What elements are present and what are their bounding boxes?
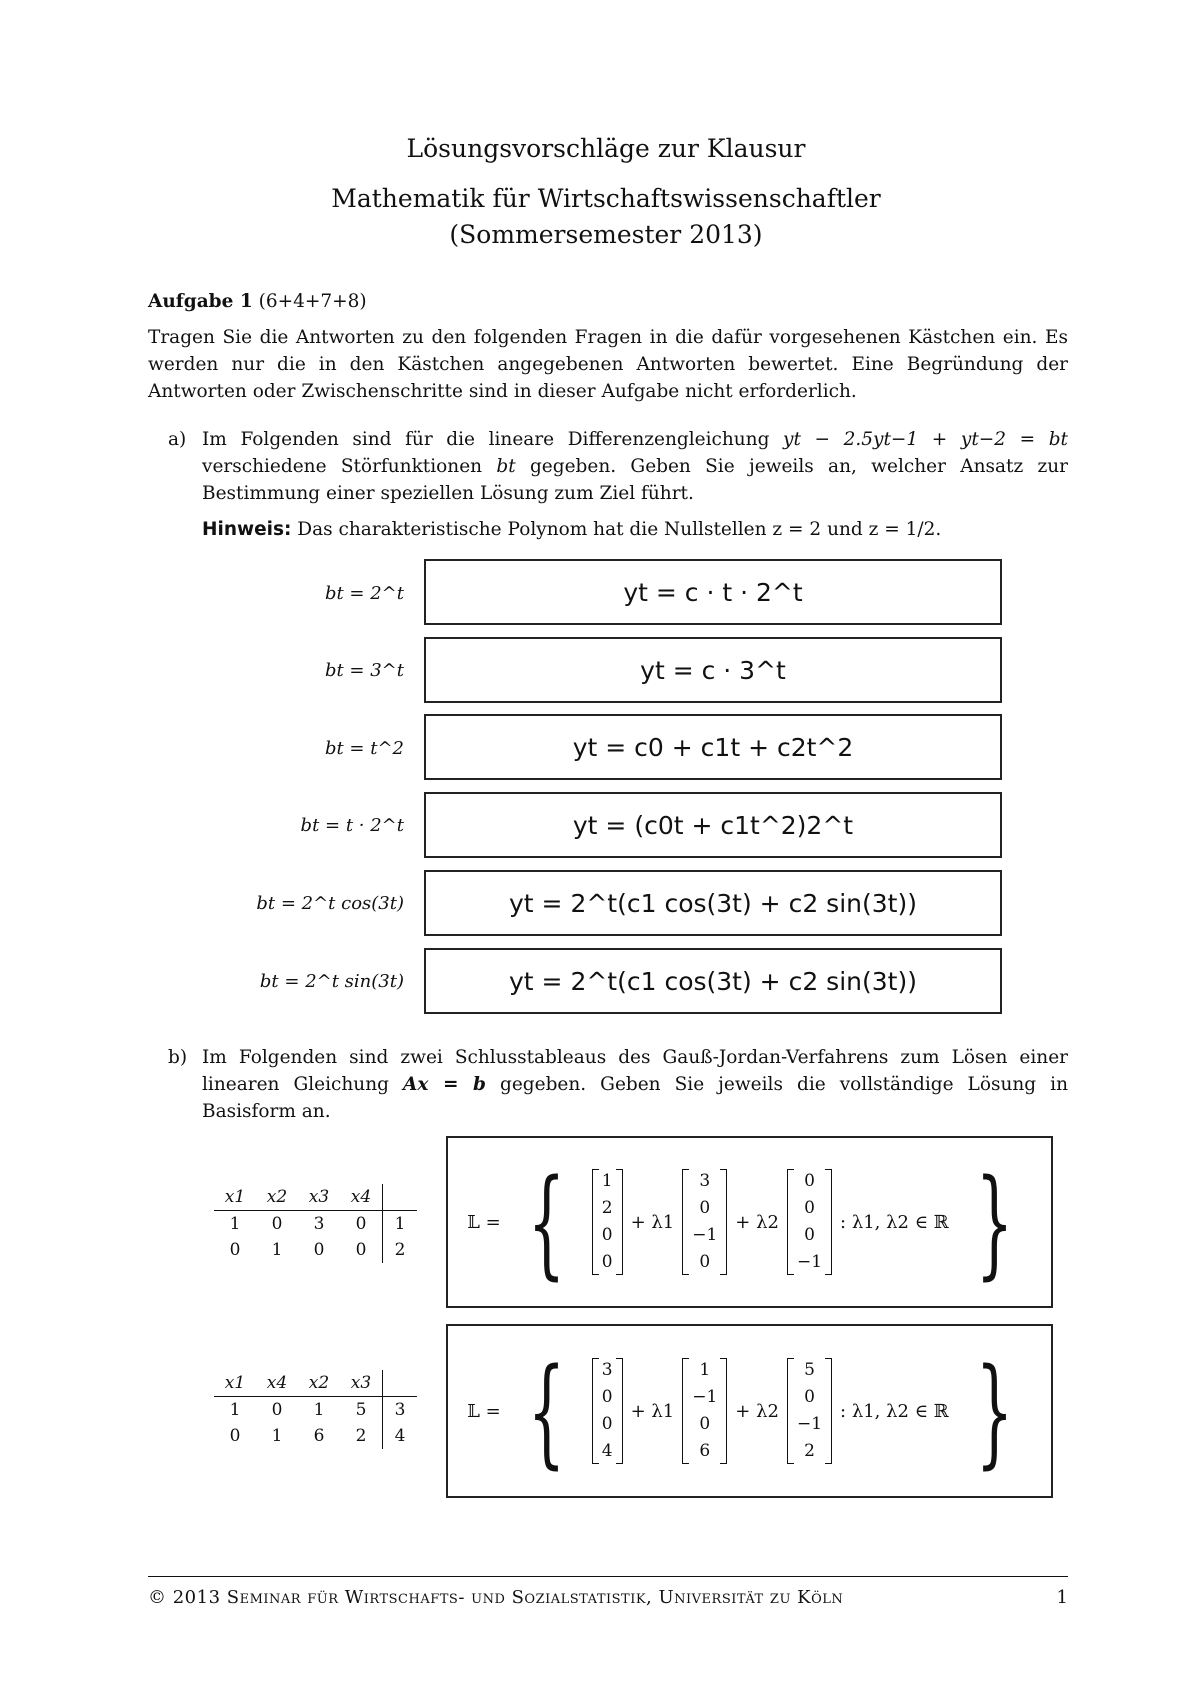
difference-equation: yt − 2.5yt−1 + yt−2 = bt — [783, 429, 1068, 450]
tableau-cell: 0 — [355, 1214, 367, 1234]
part-a-label: a) — [168, 429, 187, 450]
tableau-cell: 0 — [229, 1240, 241, 1260]
footer-copyright: © 2013 Seminar für Wirtschafts- und Sozialstatistik, Universität zu Köln — [148, 1587, 844, 1608]
vector-entry: 0 — [699, 1198, 711, 1218]
part-b-text-2: gegeben. Geben Sie jeweils die vollständige Lösung in Basisform an. — [202, 1074, 1068, 1122]
linear-equation: Ax = b — [402, 1074, 486, 1095]
direction-vector-2 — [787, 1357, 832, 1465]
solution-box — [446, 1136, 1053, 1308]
answer-text: yt = 2^t(c1 cos(3t) + c2 sin(3t)) — [509, 888, 917, 918]
answer-text: yt = c · 3^t — [640, 655, 786, 685]
vector-entry: −1 — [796, 1252, 823, 1272]
answer-box — [424, 948, 1002, 1014]
tableau-cell: 1 — [313, 1400, 325, 1420]
task-heading — [148, 288, 1068, 315]
answer-text: yt = c · t · 2^t — [623, 577, 803, 607]
tableau-cell: 3 — [313, 1214, 325, 1234]
vector-entry: 1 — [601, 1171, 613, 1191]
vector-entry: 0 — [601, 1387, 613, 1407]
vector-entry: 0 — [804, 1225, 815, 1245]
condition-label: bt = 2^t sin(3t) — [259, 971, 404, 992]
tableau-cell: 6 — [313, 1426, 325, 1446]
bt-symbol: bt — [496, 456, 516, 477]
part-a-text-1: Im Folgenden sind für die lineare Differenzengleichung — [202, 429, 770, 450]
tableau-header: x2 — [256, 1184, 298, 1211]
direction-vector-1 — [682, 1168, 727, 1276]
vector-entry: 0 — [601, 1225, 613, 1245]
vector-entry: 0 — [699, 1252, 711, 1272]
tableau-cell: 1 — [271, 1426, 283, 1446]
direction-vector-1 — [682, 1357, 727, 1465]
tableau-rhs: 3 — [383, 1397, 418, 1424]
task-intro: Tragen Sie die Antworten zu den folgenden Fragen in die dafür vorgesehenen Kästchen ein. Es werden nur die in den Kästchen angegebenen Antworten bewertet. Eine Begründung der Antworten oder Zwischenschritte sind in dieser Aufgabe nicht erforderlich. — [148, 327, 1068, 402]
part-a-text-3: gegeben. Geben Sie jeweils an, welcher Ansatz zur Bestimmung einer speziellen Lösung zum Ziel führt. — [202, 456, 1068, 504]
answer-box — [424, 792, 1002, 858]
tableau-header: x3 — [298, 1184, 340, 1211]
tableau-cell: 2 — [355, 1426, 367, 1446]
parameter-condition: : λ1, λ2 ∈ ℝ — [840, 1400, 949, 1422]
condition-label: bt = t · 2^t — [300, 815, 404, 836]
vector-entry: 0 — [804, 1387, 815, 1407]
tableau-header: x2 — [298, 1370, 340, 1397]
right-brace: } — [975, 1153, 1014, 1291]
tableau-rhs: 4 — [383, 1423, 418, 1449]
part-b-text-1: Im Folgenden sind zwei Schlusstableaus des Gauß-Jordan-Verfahrens zum Lösen einer linearen Gleichung — [202, 1047, 1068, 1095]
hint — [170, 516, 1068, 543]
vector-entry: 5 — [804, 1360, 815, 1380]
vector-entry: 2 — [804, 1441, 815, 1461]
tableau — [214, 1184, 417, 1263]
answer-box — [424, 714, 1002, 780]
tableau-rhs: 2 — [383, 1237, 418, 1263]
tableau-header: x4 — [340, 1184, 383, 1211]
task-title: Aufgabe 1 — [148, 291, 253, 312]
page-footer — [148, 1576, 1068, 1608]
vector-entry: −1 — [692, 1387, 718, 1407]
lambda1-term: + λ1 — [630, 1211, 675, 1233]
tableau-cell: 1 — [229, 1214, 241, 1234]
left-brace: { — [527, 1153, 565, 1291]
vector-entry: 0 — [804, 1198, 815, 1218]
page-number: 1 — [1056, 1587, 1068, 1608]
semester: (Sommersemester 2013) — [449, 220, 763, 249]
answer-box — [424, 637, 1002, 703]
task-points: (6+4+7+8) — [258, 291, 367, 312]
tableau-header: x1 — [214, 1184, 256, 1211]
lambda2-term: + λ2 — [735, 1211, 779, 1233]
vector-entry: 1 — [699, 1360, 711, 1380]
condition-label: bt = t^2 — [324, 738, 404, 759]
course-title: Mathematik für Wirtschaftswissenschaftler — [331, 184, 881, 213]
tableau-cell: 0 — [229, 1426, 241, 1446]
right-brace: } — [975, 1342, 1014, 1480]
tableau-cell: 0 — [271, 1400, 283, 1420]
answer-text: yt = c0 + c1t + c2t^2 — [572, 732, 854, 762]
condition-label: bt = 2^t cos(3t) — [256, 893, 404, 914]
hint-label: Hinweis: — [202, 519, 292, 540]
left-brace: { — [527, 1342, 565, 1480]
vector-entry: 0 — [601, 1414, 613, 1434]
hint-text: Das charakteristische Polynom hat die Nullstellen z = 2 und z = 1/2. — [297, 519, 942, 540]
vector-entry: −1 — [692, 1225, 718, 1245]
tableau-cell: 1 — [229, 1400, 241, 1420]
solution-set-label: 𝕃 = — [467, 1400, 501, 1422]
vector-entry: 4 — [601, 1441, 613, 1461]
direction-vector-2 — [787, 1168, 832, 1276]
part-a-text-2: verschiedene Störfunktionen — [202, 456, 483, 477]
tableau-cell: 5 — [355, 1400, 367, 1420]
vector-entry: −1 — [796, 1414, 823, 1434]
vector-entry: 3 — [601, 1360, 613, 1380]
tableau-cell: 0 — [355, 1240, 367, 1260]
answer-box — [424, 559, 1002, 625]
document-title: Lösungsvorschläge zur Klausur — [406, 134, 806, 163]
solution-set-label: 𝕃 = — [467, 1211, 501, 1233]
lambda1-term: + λ1 — [630, 1400, 675, 1422]
vector-entry: 3 — [699, 1171, 711, 1191]
part-b-text — [170, 1044, 1068, 1125]
parameter-condition: : λ1, λ2 ∈ ℝ — [840, 1211, 949, 1233]
particular-vector — [592, 1357, 623, 1465]
lambda2-term: + λ2 — [735, 1400, 779, 1422]
part-b-label: b) — [168, 1047, 188, 1068]
tableau-cell: 1 — [271, 1240, 283, 1260]
tableau-header: x3 — [340, 1370, 383, 1397]
tableau — [214, 1370, 417, 1449]
tableau-cell: 0 — [313, 1240, 325, 1260]
particular-vector — [592, 1168, 623, 1276]
answer-text: yt = 2^t(c1 cos(3t) + c2 sin(3t)) — [509, 966, 917, 996]
solution-box — [446, 1324, 1053, 1498]
vector-entry: 0 — [601, 1252, 613, 1272]
part-a-text — [170, 426, 1068, 507]
tableau-header: x4 — [256, 1370, 298, 1397]
vector-entry: 0 — [804, 1171, 815, 1191]
answer-text: yt = (c0t + c1t^2)2^t — [572, 810, 854, 840]
condition-label: bt = 2^t — [324, 583, 404, 604]
tableau-header: x1 — [214, 1370, 256, 1397]
tableau-rhs: 1 — [383, 1211, 418, 1238]
condition-label: bt = 3^t — [324, 660, 404, 681]
vector-entry: 0 — [699, 1414, 711, 1434]
tableau-cell: 0 — [271, 1214, 283, 1234]
vector-entry: 6 — [699, 1441, 711, 1461]
vector-entry: 2 — [601, 1198, 613, 1218]
answer-box — [424, 870, 1002, 936]
